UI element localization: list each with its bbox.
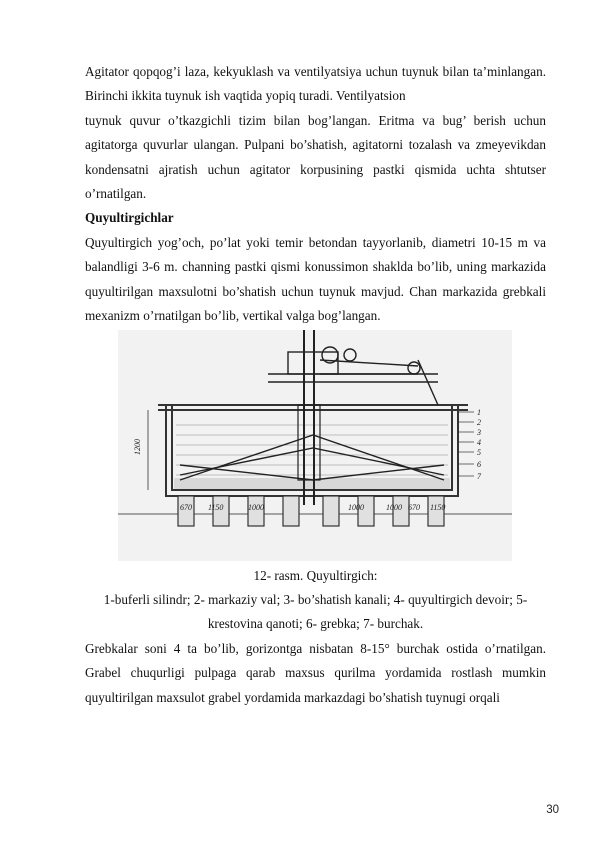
page-number: 30 [546,804,559,816]
dimension-height: 1200 [133,439,142,455]
callout-4: 4 [477,438,481,447]
outro-text [85,637,546,710]
callout-1: 1 [477,408,481,417]
callout-5: 5 [477,448,481,457]
figure-caption-legend: 1-buferli silindr; 2- markaziy val; 3- bo’shatish kanali; 4- quyultirgich devoir; 5- krestovina qanoti; 6- grebka; 7- burchak. [103,592,528,632]
dimension-3: 1000 [248,503,264,512]
callout-2: 2 [477,418,481,427]
dimension-1: 670 [180,503,192,512]
thickener-figure [118,330,512,561]
dimension-6: 670 [408,503,420,512]
dimension-7: 1150 [430,503,446,512]
figure-caption-title: 12- rasm. Quyultirgich: [253,568,378,583]
intro-paragraph-1: Agitator qopqog’i laza, kekyuklash va ventilyatsiya uchun tuynuk bilan ta’minlangan. Birinchi ikkita tuynuk ish vaqtida yopiq turadi. Ventilyatsion [85,64,546,104]
section-heading: Quyultirgichlar [85,210,174,226]
intro-paragraph-2: tuynuk quvur o’tkazgichli tizim bilan bog’langan. Eritma va bug’ berish uchun agitatorga quvurlar ulangan. Pulpani bo’shatish, agitatorni tozalash va zmeyevikdan kondensatni ajratish uchun agitator korpusining pastki qismida uchta shtutser o’rnatilgan. [85,112,546,202]
dimension-4: 1000 [348,503,364,512]
dimension-2: 1150 [208,503,224,512]
outro-paragraph: Grebkalar soni 4 ta bo’lib, gorizontga nisbatan 8-15° burchak ostida o’rnatilgan. Grabel chuqurligi pulpaga qarab maxsus qurilma yordamida rostlash mumkin quyultirilgan maxsulot grabel yordamida markazdagi bo’shatish tuynugi orqali [85,641,546,705]
intro-text [85,60,546,328]
thickener-diagram [118,330,512,561]
callout-3: 3 [477,428,481,437]
dimension-5: 1000 [386,503,402,512]
section-paragraph: Quyultirgich yog’och, po’lat yoki temir betondan tayyorlanib, diametri 10-15 m va balandligi 3-6 m. channing pastki qismi konussimon shaklda bo’lib, uning markazida quyultirilgan maxsulotni bo’shatish uchun tuynuk mavjud. Chan markazida grebkali mexanizm o’rnatilgan bo’lib, vertikal valga bog’langan. [85,234,546,324]
callout-6: 6 [477,460,481,469]
callout-7: 7 [477,472,481,481]
